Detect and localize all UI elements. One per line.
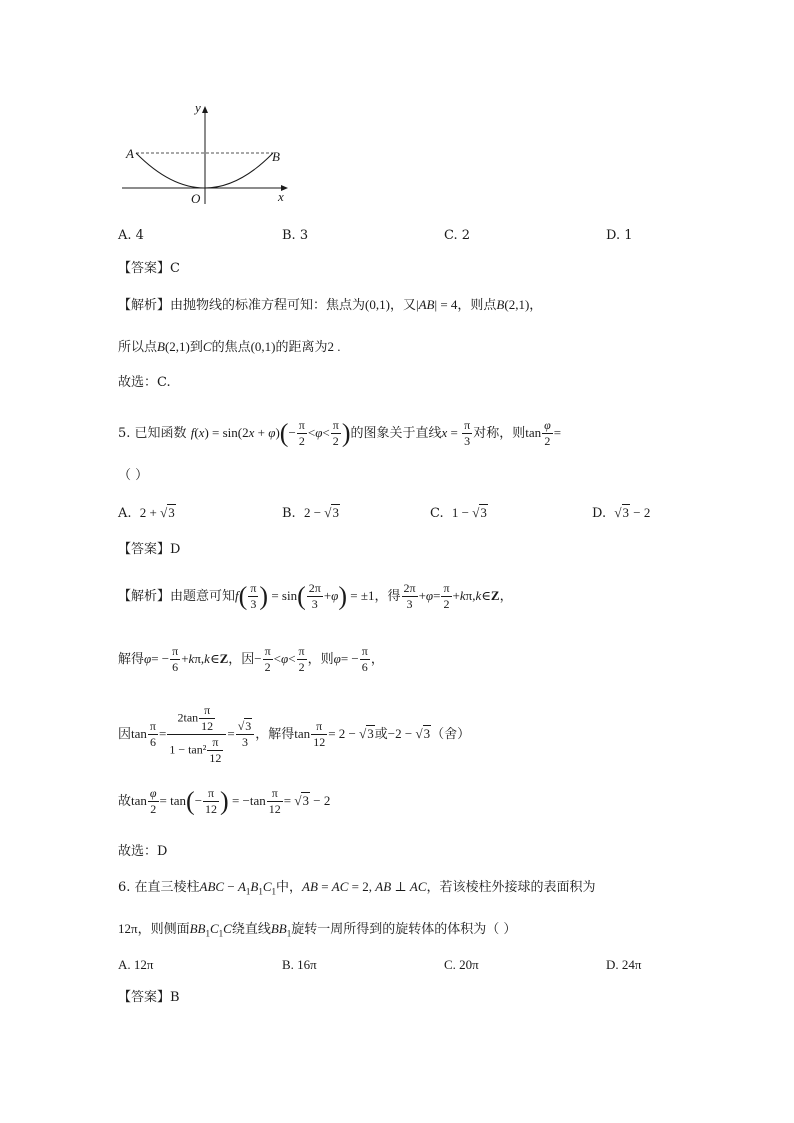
analysis-tag: 【解析】: [118, 298, 171, 313]
parabola-diagram: [118, 100, 293, 210]
q4-analysis-line1: 【解析】由抛物线的标准方程可知：焦点为(0,1)，又|AB| = 4，则点B(2,1)，: [118, 297, 543, 313]
point-b-label: B: [272, 149, 280, 164]
q4-answer: 【答案】C: [118, 261, 180, 276]
q6-option-b: B. 16π: [282, 957, 317, 972]
q6-option-d: D. 24π: [606, 957, 642, 972]
origin-label: O: [191, 191, 201, 206]
q5-conclusion: 故选：D: [118, 844, 168, 859]
parabola-figure: [118, 100, 293, 210]
q5-option-a: A. 2 + √3: [118, 505, 175, 521]
q4-option-a: A. 4: [118, 228, 144, 243]
q5-analysis-line3: 因tan $\frac{\pi}{6}$ = 2tan $\frac{\pi}{12}$ 1 − tan² $\frac{\pi}{12}$ = $\frac{√3}{3}$ ，解得tan $\frac{\pi}{12}$ = 2 − √3或−2 − √3（舍）: [118, 703, 471, 765]
q5-option-d: D. √3 − 2: [592, 505, 651, 521]
y-axis-label: y: [195, 100, 201, 115]
q6-stem-line2: 12π，则侧面$BB_1C_1C$绕直线$BB_1$旋转一周所得到的旋转体的体积为（ ）: [118, 921, 517, 939]
y-axis-arrow: [202, 106, 208, 113]
q4-option-d: D. 1: [606, 228, 633, 243]
q6-stem-line1: 6. 在直三棱柱ABC − $A_1B_1C_1$中，AB = AC = 2, AB ⊥ AC，若该棱柱外接球的表面积为: [118, 879, 596, 897]
q5-answer: 【答案】D: [118, 542, 181, 557]
q6-answer: 【答案】B: [118, 990, 180, 1005]
q6-option-a: A. 12π: [118, 957, 154, 972]
q4-conclusion: 故选：C.: [118, 375, 171, 390]
q5-stem: 5. 已知函数 f(x) = sin(2x + φ)(− $\frac{\pi}{2}$ <φ< $\frac{\pi}{2}$ )的图象关于直线x = $\frac{\pi}{3}$ 对称，则tan $\frac{\varphi}{2}$ =: [118, 418, 562, 448]
q6-option-c: C. 20π: [444, 957, 479, 972]
q4-analysis-line2: 所以点B(2,1)到C的焦点(0,1)的距离为2 .: [118, 339, 341, 355]
q5-paren: （ ）: [118, 468, 149, 483]
point-a-label: A: [126, 146, 134, 161]
q5-option-c: C. 1 − √3: [430, 505, 487, 521]
q5-option-b: B. 2 − √3: [282, 505, 339, 521]
q4-option-c: C. 2: [444, 228, 471, 243]
q5-analysis-line1: 【解析】由题意可知f( $\frac{\pi}{3}$ ) = sin( $\frac{2\pi}{3}$ +φ) = ±1，得 $\frac{2\pi}{3}$ +φ= $\frac{\pi}{2}$ +kπ,k∈Z，: [118, 581, 513, 611]
q5-analysis-line2: 解得φ= − $\frac{\pi}{6}$ +kπ,k∈Z，因− $\frac{\pi}{2}$ <φ< $\frac{\pi}{2}$ ，则φ= − $\frac{\pi}{6}$ ，: [118, 644, 384, 674]
q5-analysis-line4: 故tan $\frac{\varphi}{2}$ = tan(− $\frac{\pi}{12}$ ) = −tan $\frac{\pi}{12}$ = √3 − 2: [118, 786, 331, 816]
x-axis-label: x: [278, 189, 284, 204]
q4-option-b: B. 3: [282, 228, 309, 243]
